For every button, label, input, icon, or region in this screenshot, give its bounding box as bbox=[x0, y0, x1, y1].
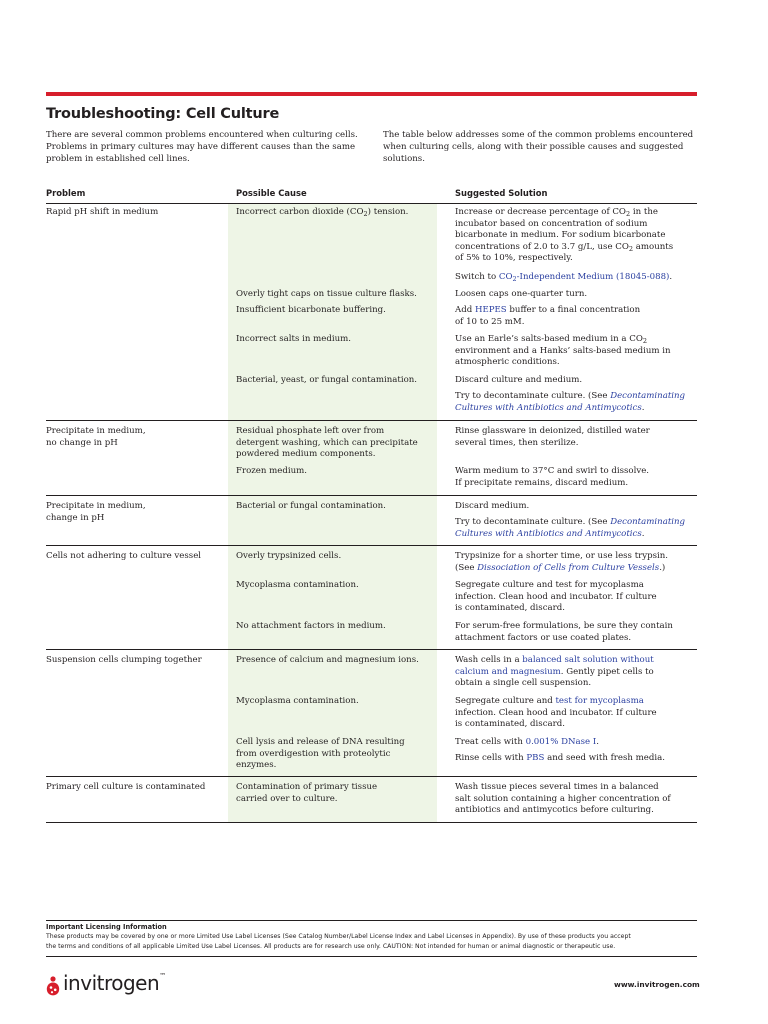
text-line bbox=[236, 466, 307, 478]
text-run: .) bbox=[659, 562, 666, 573]
text-run: For serum-free formulations, be sure they contain bbox=[455, 621, 673, 631]
text-line bbox=[236, 621, 386, 633]
text-run: Precipitate in medium, bbox=[46, 501, 146, 511]
text-run: If precipitate remains, discard medium. bbox=[455, 477, 629, 488]
subscript: 2 bbox=[625, 210, 631, 218]
solution-cell bbox=[455, 696, 657, 731]
text-run: Discard culture and medium. bbox=[455, 375, 583, 385]
license-text bbox=[46, 932, 698, 952]
text-line bbox=[455, 501, 529, 513]
solution-cell bbox=[455, 580, 657, 615]
text-run: infection. Clean hood and incubator. If culture bbox=[455, 591, 657, 602]
problem-cell bbox=[46, 782, 205, 794]
text-line bbox=[236, 438, 418, 450]
text-line bbox=[455, 603, 657, 615]
cause-cell bbox=[236, 621, 386, 633]
subscript: 2 bbox=[642, 337, 648, 345]
text-line bbox=[455, 346, 671, 358]
link[interactable]: calcium and magnesium bbox=[455, 666, 561, 677]
link[interactable]: PBS bbox=[526, 753, 545, 763]
text-run: in the bbox=[630, 207, 658, 217]
italic-link[interactable]: Decontaminating bbox=[610, 517, 686, 527]
cause-cell bbox=[236, 289, 417, 301]
text-run: infection. Clean hood and incubator. If culture bbox=[455, 707, 657, 718]
text-run: Presence of calcium and magnesium ions. bbox=[236, 655, 419, 665]
cause-cell bbox=[236, 696, 359, 708]
table-row-divider bbox=[46, 649, 697, 650]
text-run: Trypsinize for a shorter time, or use less trypsin. bbox=[455, 551, 669, 561]
link-subscript[interactable]: 2 bbox=[512, 275, 517, 283]
text-line bbox=[236, 551, 341, 563]
text-run: Treat cells with bbox=[455, 737, 526, 747]
text-line bbox=[236, 375, 417, 387]
cause-cell bbox=[236, 551, 341, 563]
text-line bbox=[455, 782, 671, 794]
text-run: and seed with fresh media. bbox=[544, 753, 665, 763]
text-run: powdered medium components. bbox=[236, 449, 376, 460]
text-run: (See bbox=[455, 562, 478, 573]
text-run: amounts bbox=[633, 241, 674, 252]
text-run: Suspension cells clumping together bbox=[46, 655, 202, 665]
text-line bbox=[455, 805, 671, 817]
text-line bbox=[46, 501, 146, 513]
text-line bbox=[455, 207, 673, 219]
license-line: These products may be covered by one or more Limited Use Label Licenses (See Catalog Number/Label License Index and Label Licenses in Appendix). By use of these products you accept bbox=[46, 933, 631, 940]
intro-line: solutions. bbox=[383, 154, 425, 164]
solution-cell bbox=[455, 426, 650, 449]
text-line bbox=[455, 230, 673, 242]
text-run: Rinse glassware in deionized, distilled water bbox=[455, 426, 650, 436]
text-run: Mycoplasma contamination. bbox=[236, 696, 359, 706]
text-line bbox=[455, 426, 650, 438]
solution-cell bbox=[455, 207, 673, 265]
cause-cell bbox=[236, 580, 359, 592]
text-line bbox=[455, 580, 657, 592]
text-line bbox=[455, 375, 582, 387]
text-line bbox=[455, 551, 668, 563]
text-run: ) tension. bbox=[367, 207, 409, 217]
column-header-possible-cause: Possible Cause bbox=[236, 188, 307, 198]
text-line bbox=[46, 426, 146, 438]
intro-line: when culturing cells, along with their possible causes and suggested bbox=[383, 142, 684, 152]
table-row-divider bbox=[46, 420, 697, 421]
license-divider bbox=[46, 920, 697, 921]
header-red-rule bbox=[46, 92, 697, 96]
text-run: atmospheric conditions. bbox=[455, 357, 560, 368]
solution-cell bbox=[455, 272, 672, 284]
logo-wordmark bbox=[63, 971, 166, 995]
problem-cell bbox=[46, 501, 146, 524]
text-run: Cells not adhering to culture vessel bbox=[46, 551, 202, 561]
text-line bbox=[455, 563, 668, 575]
text-line bbox=[455, 529, 685, 541]
text-run: from overdigestion with proteolytic bbox=[236, 748, 391, 759]
cause-cell bbox=[236, 782, 377, 805]
text-line bbox=[46, 438, 146, 450]
column-header-problem: Problem bbox=[46, 188, 86, 198]
text-line bbox=[455, 592, 657, 604]
text-run: Overly trypsinized cells. bbox=[236, 551, 342, 561]
italic-link[interactable]: Decontaminating bbox=[610, 391, 686, 401]
italic-link[interactable]: Cultures with Antibiotics and Antimycotics bbox=[455, 528, 642, 539]
text-line bbox=[455, 334, 671, 346]
text-run: several times, then sterilize. bbox=[455, 437, 579, 448]
intro-line: The table below addresses some of the common problems encountered bbox=[383, 130, 694, 140]
text-run: incubator based on concentration of sodium bbox=[455, 218, 648, 229]
text-line bbox=[455, 272, 672, 284]
subscript: 2 bbox=[363, 210, 368, 218]
text-run: of 5% to 10%, respectively. bbox=[455, 253, 573, 264]
cause-cell bbox=[236, 426, 418, 461]
text-run: Wash cells in a bbox=[455, 655, 523, 665]
text-line bbox=[455, 317, 640, 329]
text-run: . bbox=[641, 528, 645, 539]
text-run: Discard medium. bbox=[455, 501, 530, 511]
text-run: environment and a Hanks’ salts-based medium in bbox=[455, 345, 671, 356]
text-run: of 10 to 25 mM. bbox=[455, 316, 525, 327]
solution-cell bbox=[455, 737, 599, 749]
solution-cell bbox=[455, 391, 685, 414]
text-run: attachment factors or use coated plates. bbox=[455, 632, 632, 643]
solution-cell bbox=[455, 782, 671, 817]
table-row-divider bbox=[46, 545, 697, 546]
text-line bbox=[455, 478, 649, 490]
text-run: . bbox=[669, 272, 673, 282]
website-link[interactable]: www.invitrogen.com bbox=[614, 980, 700, 989]
text-run: Cell lysis and release of DNA resulting bbox=[236, 737, 405, 747]
text-line bbox=[455, 253, 673, 265]
text-run: Try to decontaminate culture. (See bbox=[455, 517, 611, 527]
text-line bbox=[46, 207, 158, 219]
text-run: no change in pH bbox=[46, 437, 118, 448]
text-line bbox=[236, 289, 417, 301]
text-line bbox=[236, 794, 377, 806]
link[interactable]: HEPES bbox=[474, 305, 507, 315]
problem-cell bbox=[46, 655, 202, 667]
text-run: change in pH bbox=[46, 512, 105, 523]
text-run: Residual phosphate left over from bbox=[236, 426, 385, 436]
cause-cell bbox=[236, 375, 417, 387]
text-line bbox=[455, 391, 685, 403]
text-line bbox=[236, 696, 359, 708]
text-line bbox=[455, 466, 649, 478]
text-run: buffer to a final concentration bbox=[506, 305, 641, 315]
intro-line: problem in established cell lines. bbox=[46, 154, 190, 164]
cause-cell bbox=[236, 737, 405, 772]
text-run: Loosen caps one-quarter turn. bbox=[455, 289, 588, 299]
text-run: Rapid pH shift in medium bbox=[46, 207, 159, 217]
text-run: obtain a single cell suspension. bbox=[455, 678, 592, 689]
text-run: concentrations of 2.0 to 3.7 g/L, use CO bbox=[455, 241, 629, 252]
cause-cell bbox=[236, 655, 419, 667]
subscript: 2 bbox=[628, 244, 634, 253]
table-header-rule bbox=[46, 203, 697, 204]
text-line bbox=[455, 621, 673, 633]
solution-cell bbox=[455, 517, 685, 540]
table-row-divider bbox=[46, 776, 697, 777]
text-line bbox=[455, 696, 657, 708]
italic-link[interactable]: Cultures with Antibiotics and Antimycotics bbox=[455, 402, 642, 413]
text-run: salt solution containing a higher concentration of bbox=[455, 793, 671, 804]
text-line bbox=[46, 655, 202, 667]
license-title: Important Licensing Information bbox=[46, 923, 167, 931]
text-run: Contamination of primary tissue bbox=[236, 782, 378, 792]
text-run: Segregate culture and test for mycoplasma bbox=[455, 580, 644, 590]
cause-cell bbox=[236, 466, 307, 478]
text-line bbox=[455, 438, 650, 450]
text-line bbox=[455, 678, 654, 690]
text-line bbox=[46, 513, 146, 525]
text-run: Overly tight caps on tissue culture flasks. bbox=[236, 289, 417, 299]
text-line bbox=[236, 760, 405, 772]
solution-cell bbox=[455, 305, 640, 328]
trademark-symbol: ™ bbox=[159, 972, 166, 980]
text-run: Warm medium to 37°C and swirl to dissolve. bbox=[455, 466, 650, 476]
intro-line: There are several common problems encountered when culturing cells. bbox=[46, 130, 358, 140]
solution-cell bbox=[455, 655, 654, 690]
column-header-suggested-solution: Suggested Solution bbox=[455, 188, 548, 198]
link[interactable]: test for mycoplasma bbox=[555, 696, 644, 706]
page-title: Troubleshooting: Cell Culture bbox=[46, 106, 280, 122]
text-line bbox=[455, 403, 685, 415]
text-run: Add bbox=[455, 305, 475, 315]
text-run: Segregate culture and bbox=[455, 696, 556, 706]
text-run: is contaminated, discard. bbox=[455, 603, 565, 614]
text-run: Incorrect carbon dioxide (CO bbox=[236, 207, 364, 217]
solution-cell bbox=[455, 753, 665, 765]
solution-cell bbox=[455, 551, 668, 574]
text-run: antibiotics and antimycotics before culturing. bbox=[455, 805, 654, 816]
link[interactable]: 0.001% DNase I bbox=[525, 737, 597, 747]
text-line bbox=[236, 449, 418, 461]
text-run: Increase or decrease percentage of CO bbox=[455, 207, 626, 217]
text-line bbox=[236, 737, 405, 749]
text-run: Use an Earle’s salts-based medium in a CO bbox=[455, 334, 643, 344]
link[interactable]: -Independent Medium (18045-088) bbox=[516, 272, 670, 282]
text-line bbox=[455, 219, 673, 231]
text-run: Frozen medium. bbox=[236, 466, 308, 476]
intro-right-paragraph bbox=[383, 129, 699, 165]
text-run: Precipitate in medium, bbox=[46, 426, 146, 436]
problem-cell bbox=[46, 551, 201, 563]
solution-cell bbox=[455, 466, 649, 489]
table-row-divider bbox=[46, 822, 697, 823]
problem-cell bbox=[46, 207, 158, 219]
text-line bbox=[455, 517, 685, 529]
text-line bbox=[455, 357, 671, 369]
text-run: detergent washing, which can precipitate bbox=[236, 437, 418, 448]
text-line bbox=[455, 633, 673, 645]
cause-cell bbox=[236, 501, 386, 513]
text-line bbox=[455, 737, 599, 749]
text-run: No attachment factors in medium. bbox=[236, 621, 386, 631]
problem-cell bbox=[46, 426, 146, 449]
text-line bbox=[46, 551, 201, 563]
text-line bbox=[236, 580, 359, 592]
text-run: Bacterial or fungal contamination. bbox=[236, 501, 386, 511]
footer-divider bbox=[46, 956, 697, 957]
solution-cell bbox=[455, 621, 673, 644]
text-line bbox=[455, 708, 657, 720]
logo-mark-icon bbox=[46, 976, 60, 996]
text-run: enzymes. bbox=[236, 760, 277, 771]
cause-cell bbox=[236, 305, 386, 317]
text-run: . bbox=[641, 402, 645, 413]
solution-cell bbox=[455, 289, 587, 301]
text-run: Incorrect salts in medium. bbox=[236, 334, 352, 344]
text-line bbox=[455, 794, 671, 806]
text-run: bicarbonate in medium. For sodium bicarbonate bbox=[455, 230, 666, 241]
text-line bbox=[455, 719, 657, 731]
text-run: Try to decontaminate culture. (See bbox=[455, 391, 611, 401]
solution-cell bbox=[455, 501, 529, 513]
text-run: . bbox=[596, 737, 599, 747]
text-run: is contaminated, discard. bbox=[455, 719, 565, 730]
text-run: Switch to bbox=[455, 272, 499, 282]
text-line bbox=[455, 655, 654, 667]
text-run: Rinse cells with bbox=[455, 753, 527, 763]
table-row-divider bbox=[46, 495, 697, 496]
text-run: Wash tissue pieces several times in a balanced bbox=[455, 782, 659, 792]
license-line: the terms and conditions of all applicable Limited Use Label Licenses. All products are for research use only. CAUTION: Not intended for human or animal diagnostic or therapeutic use. bbox=[46, 943, 616, 950]
solution-cell bbox=[455, 375, 582, 387]
text-line bbox=[455, 289, 587, 301]
text-line bbox=[455, 242, 673, 254]
text-run: Insufficient bicarbonate buffering. bbox=[236, 305, 386, 315]
text-run: . Gently pipet cells to bbox=[560, 666, 654, 677]
text-line bbox=[46, 782, 205, 794]
solution-cell bbox=[455, 334, 671, 369]
text-line bbox=[236, 207, 408, 219]
text-line bbox=[236, 305, 386, 317]
text-run: carried over to culture. bbox=[236, 793, 338, 804]
intro-line: Problems in primary cultures may have different causes than the same bbox=[46, 142, 356, 152]
text-run: Primary cell culture is contaminated bbox=[46, 782, 206, 792]
link[interactable]: CO bbox=[498, 272, 513, 282]
text-line bbox=[236, 501, 386, 513]
text-line bbox=[455, 305, 640, 317]
text-run: Bacterial, yeast, or fungal contamination. bbox=[236, 375, 418, 385]
text-line bbox=[455, 753, 665, 765]
cause-cell bbox=[236, 207, 408, 219]
intro-left-paragraph bbox=[46, 129, 368, 165]
text-line bbox=[236, 334, 351, 346]
text-line bbox=[236, 426, 418, 438]
text-run: Mycoplasma contamination. bbox=[236, 580, 359, 590]
cause-cell bbox=[236, 334, 351, 346]
text-line bbox=[236, 749, 405, 761]
text-line bbox=[236, 782, 377, 794]
link[interactable]: balanced salt solution without bbox=[522, 655, 654, 665]
text-line bbox=[455, 667, 654, 679]
brand-name: invitrogen bbox=[63, 971, 160, 995]
italic-link[interactable]: Dissociation of Cells from Culture Vessels bbox=[477, 562, 660, 573]
text-line bbox=[236, 655, 419, 667]
